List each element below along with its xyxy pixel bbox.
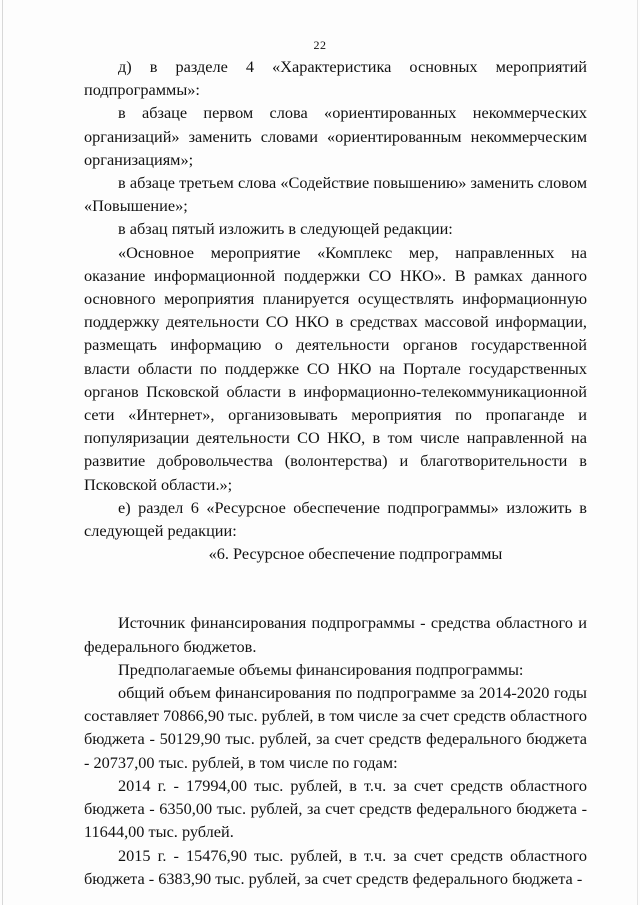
paragraph-item-d: д) в разделе 4 «Характеристика основных мероприятий подпрограммы»: bbox=[84, 57, 587, 100]
document-body bbox=[84, 55, 587, 890]
paragraph-third-abzac: в абзаце третьем слова «Содействие повышению» заменить словом «Повышение»; bbox=[84, 173, 587, 216]
section-heading: «6. Ресурсное обеспечение подпрограммы bbox=[208, 544, 503, 564]
paragraph-year-2015: 2015 г. - 15476,90 тыс. рублей, в т.ч. за счет средств областного бюджета - 6383,90 тыс. рублей, за счет средств федерального бюджета - bbox=[84, 845, 587, 888]
paragraph-item-e: е) раздел 6 «Ресурсное обеспечение подпрограммы» изложить в следующей редакции: bbox=[84, 497, 587, 541]
paragraph-funding-source: Источник финансирования подпрограммы - средства областного и федерального бюджетов. bbox=[84, 613, 587, 656]
paragraph-main-measure: «Основное мероприятие «Комплекс мер, направленных на оказание информационной поддержки СО НКО». В рамках данного основного мероприятия планируется осуществлять информационную поддержку деятельности СО НКО в средствах массовой информации, размещать информацию о деятельности органов государственной власти области по поддержке СО НКО на Портале государственных органов Псковской области в информационно-телекоммуникационной сети «Интернет», организовывать мероприятия по пропаганде и популяризации деятельности СО НКО, в том числе направленной на развитие добровольчества (волонтерства) и благотворительности в Псковской области.»; bbox=[84, 242, 587, 494]
paragraph-first-abzac: в абзаце первом слова «ориентированных некоммерческих организаций» заменить словами «ориентированным некоммерческим организациям»; bbox=[84, 103, 587, 169]
paragraph-total-funding: общий объем финансирования по подпрограмме за 2014-2020 годы составляет 70866,90 тыс. рублей, в том числе за счет средств областного бюджета - 50129,90 тыс. рублей, за счет средств федерального бюджета - 20737,00 тыс. рублей, в том числе по годам: bbox=[84, 683, 587, 772]
paragraph-funding-intro: Предполагаемые объемы финансирования подпрограммы: bbox=[118, 659, 524, 679]
page-number: 22 bbox=[313, 38, 327, 52]
blank-line bbox=[84, 565, 587, 611]
scan-edge-right bbox=[637, 0, 638, 905]
paragraph-year-2014: 2014 г. - 17994,00 тыс. рублей, в т.ч. за счет средств областного бюджета - 6350,00 тыс. рублей, за счет средств федерального бюджета - 11644,00 тыс. рублей. bbox=[84, 775, 587, 842]
paragraph-fifth-abzac: в абзац пятый изложить в следующей редакции: bbox=[118, 219, 453, 239]
scan-edge-left bbox=[2, 0, 3, 905]
